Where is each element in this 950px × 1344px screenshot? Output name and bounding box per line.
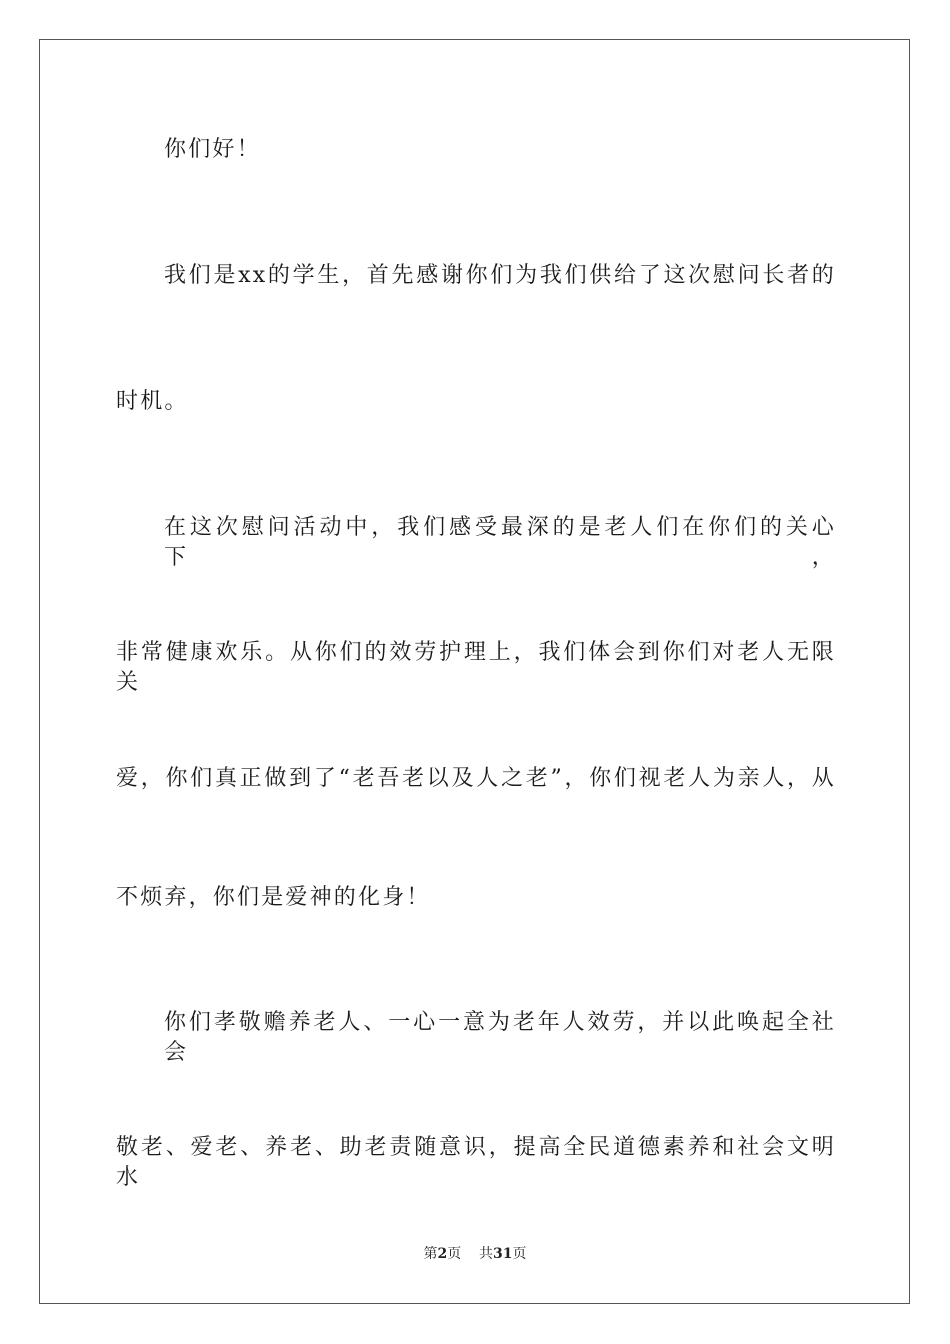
- page-footer: [0, 1244, 950, 1264]
- paragraph-line-greeting: 你们好！: [164, 137, 261, 162]
- paragraph-line: 你们孝敬赡养老人、一心一意为老年人效劳，并以此唤起全社会: [164, 1010, 836, 1065]
- paragraph-line: 时机。: [116, 389, 189, 414]
- footer-total-suffix: 页: [512, 1246, 527, 1262]
- footer-prefix: 第: [423, 1246, 438, 1262]
- paragraph-line: 爱，你们真正做到了“老吾老以及人之老”，你们视老人为亲人，从: [116, 766, 836, 791]
- paragraph-line: 不烦弃，你们是爱神的化身！: [116, 885, 431, 910]
- footer-total-pages: 31: [493, 1246, 513, 1262]
- footer-total-prefix: 共: [479, 1246, 494, 1262]
- paragraph-line: 在这次慰问活动中，我们感受最深的是老人们在你们的关心下，: [164, 515, 836, 570]
- paragraph-line: 敬老、爱老、养老、助老责随意识，提高全民道德素养和社会文明水: [116, 1135, 836, 1190]
- paragraph-line: 我们是xx的学生，首先感谢你们为我们供给了这次慰问长者的: [164, 263, 836, 288]
- paragraph-line: 非常健康欢乐。从你们的效劳护理上，我们体会到你们对老人无限关: [116, 640, 836, 695]
- footer-page-number: 2: [437, 1246, 448, 1262]
- footer-page-suffix: 页: [447, 1246, 462, 1262]
